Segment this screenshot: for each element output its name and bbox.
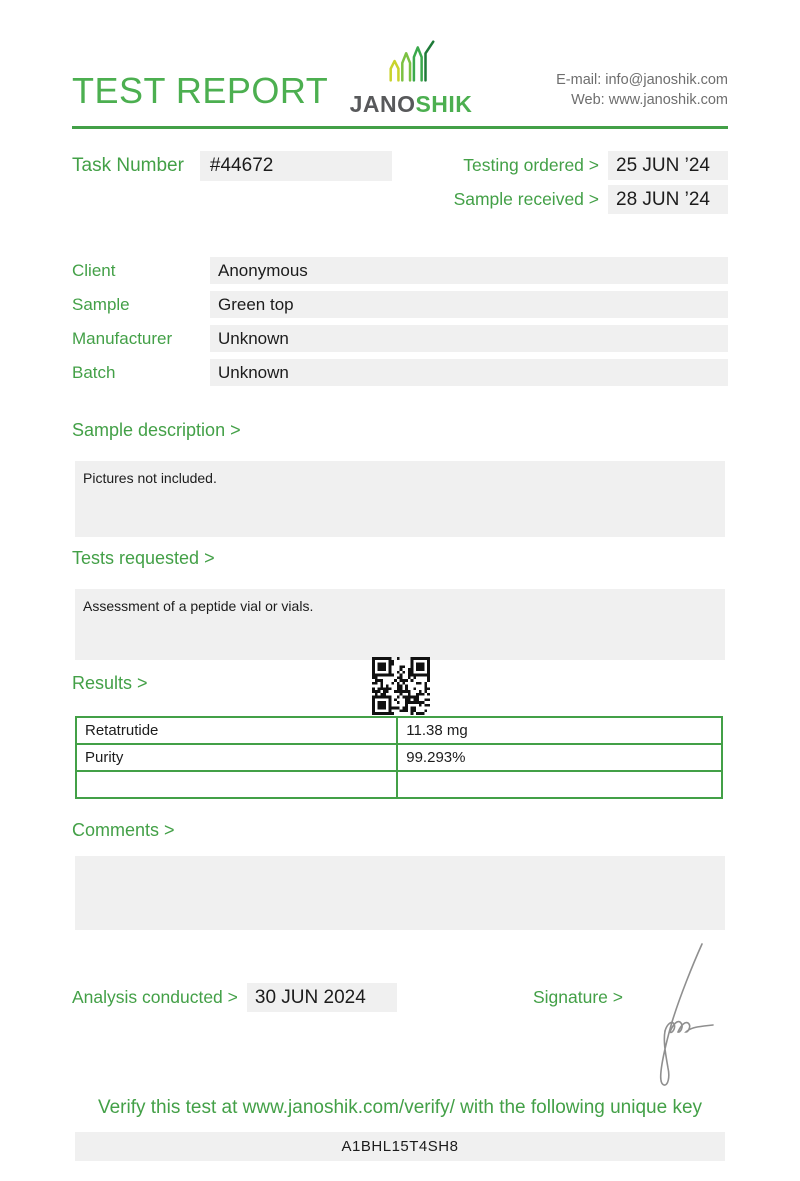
unique-key: A1BHL15T4SH8	[75, 1132, 725, 1161]
sample-value: Green top	[210, 291, 728, 318]
contact-block	[556, 70, 728, 111]
manufacturer-label: Manufacturer	[72, 329, 173, 348]
result-value	[397, 771, 722, 798]
table-row	[76, 771, 722, 798]
results-table	[75, 716, 723, 799]
comments-box	[75, 856, 725, 930]
sample-received-row	[454, 185, 728, 214]
sample-details	[72, 257, 728, 393]
sample-description-box: Pictures not included.	[75, 461, 725, 537]
header-divider	[72, 126, 728, 129]
comments-heading: Comments >	[72, 820, 175, 840]
batch-value: Unknown	[210, 359, 728, 386]
analysis-conducted-row	[72, 983, 397, 1012]
detail-row-manufacturer	[72, 325, 728, 352]
client-value: Anonymous	[210, 257, 728, 284]
task-number-label: Task Number	[72, 155, 184, 176]
qr-code	[372, 657, 430, 715]
sample-label: Sample	[72, 295, 130, 314]
client-label: Client	[72, 261, 116, 280]
bar-chart-icon	[382, 71, 440, 88]
testing-ordered-value: 25 JUN ’24	[608, 151, 728, 180]
tests-requested-box: Assessment of a peptide vial or vials.	[75, 589, 725, 660]
task-number-value: #44672	[200, 151, 392, 181]
table-row	[76, 744, 722, 771]
signature-label: Signature >	[533, 987, 623, 1007]
sample-received-value: 28 JUN ’24	[608, 185, 728, 214]
result-name	[76, 771, 397, 798]
contact-email	[556, 70, 728, 90]
result-value: 99.293%	[397, 744, 722, 771]
result-value: 11.38 mg	[397, 717, 722, 744]
contact-web	[556, 90, 728, 110]
result-name: Retatrutide	[76, 717, 397, 744]
logo-wordmark	[336, 91, 486, 118]
results-heading: Results >	[72, 673, 148, 693]
janoshik-logo	[336, 38, 486, 118]
testing-ordered-row	[454, 151, 728, 180]
signature-scribble	[638, 938, 728, 1088]
detail-row-batch	[72, 359, 728, 386]
detail-row-client	[72, 257, 728, 284]
email-value: info@janoshik.com	[605, 72, 728, 88]
dates-block	[454, 151, 728, 219]
batch-label: Batch	[72, 363, 116, 382]
logo-text-secondary: SHIK	[415, 91, 473, 117]
task-number-row	[72, 151, 392, 181]
web-label: Web:	[571, 92, 605, 109]
web-value: www.janoshik.com	[608, 92, 728, 109]
email-label: E-mail:	[556, 72, 602, 88]
logo-text-primary: JANO	[349, 91, 416, 117]
detail-row-sample	[72, 291, 728, 318]
tests-requested-heading: Tests requested >	[72, 548, 215, 568]
manufacturer-value: Unknown	[210, 325, 728, 352]
sample-received-label: Sample received >	[453, 189, 599, 209]
testing-ordered-label: Testing ordered >	[463, 155, 599, 175]
sample-description-heading: Sample description >	[72, 420, 241, 440]
page-title: TEST REPORT	[72, 70, 329, 111]
analysis-conducted-value: 30 JUN 2024	[247, 983, 397, 1012]
analysis-conducted-label: Analysis conducted >	[72, 987, 238, 1007]
verify-text: Verify this test at www.janoshik.com/verify/ with the following unique key	[97, 1097, 703, 1118]
table-row	[76, 717, 722, 744]
result-name: Purity	[76, 744, 397, 771]
